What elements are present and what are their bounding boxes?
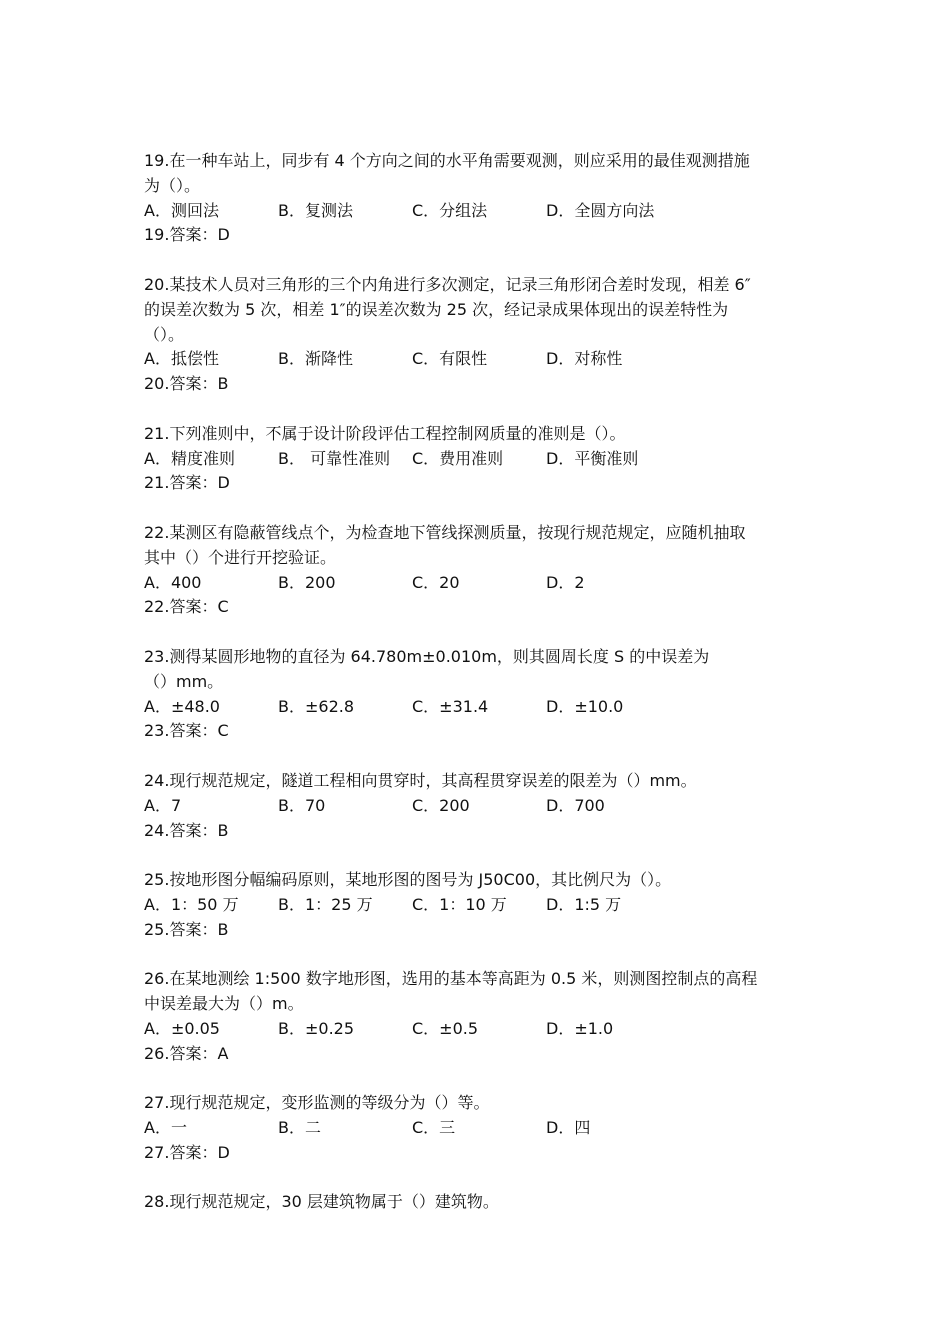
- answer-options: [144, 347, 809, 372]
- answer-option: A．抵偿性: [144, 349, 219, 369]
- answer-option: A．精度准则: [144, 448, 235, 468]
- answer-option: C．20: [412, 572, 460, 592]
- answer-option: A．测回法: [144, 200, 219, 220]
- answer-option: B．70: [278, 795, 326, 815]
- question-stem-line: 其中（）个进行开挖验证。: [144, 547, 337, 567]
- question-block: [144, 273, 809, 397]
- question-block: [144, 868, 809, 942]
- answer-options: [144, 447, 809, 472]
- question-block: [144, 149, 809, 248]
- answer-option: B．1：25 万: [278, 894, 373, 914]
- answer-option: C．1：10 万: [412, 894, 507, 914]
- answer-option: D．2: [546, 572, 585, 592]
- answer-option: C．有限性: [412, 349, 488, 369]
- answer-option: A．1：50 万: [144, 894, 239, 914]
- answer-option: C．±0.5: [412, 1018, 479, 1038]
- question-block: [144, 769, 809, 843]
- answer-option: A．400: [144, 572, 202, 592]
- answer-option: D．全圆方向法: [546, 200, 655, 220]
- question-stem-line: 中误差最大为（）m。: [144, 994, 304, 1014]
- answer-option: B． 可靠性准则: [278, 448, 391, 468]
- answer-options: [144, 695, 809, 720]
- question-block: [144, 521, 809, 620]
- question-stem: [144, 1091, 809, 1116]
- answer-key: 21.答案：D: [144, 473, 230, 493]
- answer-options: [144, 199, 809, 224]
- answer-option: D．四: [546, 1118, 591, 1138]
- question-stem-line: （）。: [144, 324, 185, 344]
- answer-option: A．±48.0: [144, 696, 220, 716]
- question-stem-line: 27.现行规范规定，变形监测的等级分为（）等。: [144, 1093, 490, 1113]
- question-stem-line: 26.在某地测绘 1:500 数字地形图，选用的基本等高距为 0.5 米，则测图控制点的高程: [144, 969, 758, 989]
- answer-key: 26.答案：A: [144, 1043, 229, 1063]
- question-block: [144, 1190, 809, 1215]
- answer-option: D．1:5 万: [546, 894, 622, 914]
- question-stem-line: 23.测得某圆形地物的直径为 64.780m±0.010m，则其圆周长度 S 的中误差为: [144, 646, 710, 666]
- answer-option: C．三: [412, 1118, 456, 1138]
- question-stem: [144, 868, 809, 893]
- answer-option: B．200: [278, 572, 336, 592]
- question-list: [144, 149, 809, 1240]
- answer-option: B．渐降性: [278, 349, 353, 369]
- question-stem-line: 为（）。: [144, 175, 201, 195]
- answer-option: C．200: [412, 795, 470, 815]
- answer-key: 22.答案：C: [144, 597, 229, 617]
- answer-options: [144, 794, 809, 819]
- question-block: [144, 967, 809, 1066]
- answer-option: D．700: [546, 795, 605, 815]
- answer-key: 20.答案：B: [144, 374, 229, 394]
- question-stem-line: 19.在一种车站上，同步有 4 个方向之间的水平角需要观测，则应采用的最佳观测措施: [144, 151, 750, 170]
- question-stem-line: 28.现行规范规定，30 层建筑物属于（）建筑物。: [144, 1192, 499, 1212]
- answer-options: [144, 1116, 809, 1141]
- question-stem: [144, 422, 809, 447]
- answer-option: B．±0.25: [278, 1018, 355, 1038]
- answer-key: 27.答案：D: [144, 1142, 230, 1162]
- answer-key: 23.答案：C: [144, 721, 229, 741]
- answer-option: A．±0.05: [144, 1018, 220, 1038]
- question-stem: [144, 1190, 809, 1215]
- answer-option: C．费用准则: [412, 448, 504, 468]
- question-stem-line: 24.现行规范规定，隧道工程相向贯穿时，其高程贯穿误差的限差为（）mm。: [144, 770, 697, 790]
- question-stem-line: 21.下列准则中，不属于设计阶段评估工程控制网质量的准则是（）。: [144, 423, 626, 443]
- answer-option: A．7: [144, 795, 182, 815]
- question-block: [144, 1091, 809, 1165]
- question-stem-line: 20.某技术人员对三角形的三个内角进行多次测定，记录三角形闭合差时发现，相差 6″: [144, 274, 751, 294]
- question-block: [144, 645, 809, 744]
- answer-option: D．平衡准则: [546, 448, 639, 468]
- question-stem-line: 25.按地形图分幅编码原则，某地形图的图号为 J50C00，其比例尺为（）。: [144, 870, 672, 890]
- answer-option: D．±10.0: [546, 696, 624, 716]
- question-stem: [144, 521, 809, 571]
- answer-option: C．分组法: [412, 200, 488, 220]
- answer-key: 24.答案：B: [144, 820, 229, 840]
- answer-option: A．一: [144, 1118, 187, 1138]
- question-stem: [144, 967, 809, 1017]
- question-stem: [144, 149, 809, 199]
- answer-option: B．复测法: [278, 200, 353, 220]
- answer-option: B．±62.8: [278, 696, 355, 716]
- answer-key: 19.答案：D: [144, 225, 230, 245]
- answer-key: 25.答案：B: [144, 919, 229, 939]
- question-stem-line: （）mm。: [144, 671, 224, 691]
- answer-options: [144, 893, 809, 918]
- answer-option: C．±31.4: [412, 696, 489, 716]
- answer-options: [144, 571, 809, 596]
- question-stem-line: 的误差次数为 5 次，相差 1″的误差次数为 25 次，经记录成果体现出的误差特性为: [144, 299, 729, 319]
- question-stem: [144, 769, 809, 794]
- question-stem-line: 22.某测区有隐蔽管线点个，为检查地下管线探测质量，按现行规范规定，应随机抽取: [144, 522, 746, 542]
- question-block: [144, 422, 809, 496]
- question-stem: [144, 645, 809, 695]
- answer-option: B．二: [278, 1118, 321, 1138]
- answer-option: D．对称性: [546, 349, 623, 369]
- answer-options: [144, 1017, 809, 1042]
- question-stem: [144, 273, 809, 347]
- answer-option: D．±1.0: [546, 1018, 614, 1038]
